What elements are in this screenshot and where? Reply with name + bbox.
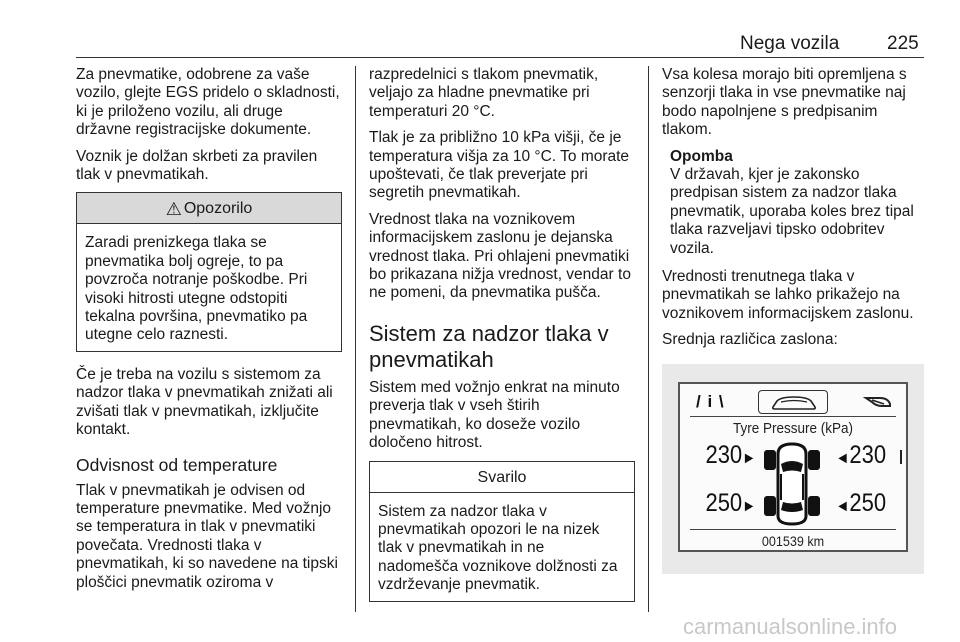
- front-right-pressure: [835, 440, 887, 469]
- tyre-pressure-display: [678, 382, 908, 552]
- paragraph: Vrednost tlaka na voznikovem informacijskem zaslonu je dejanska vrednost tlaka. Pri ohlajeni pnevmatiki bo prikazana nižja vrednost, vendar to ne pomeni, da pnevmatika pušča.: [369, 210, 631, 302]
- header-title: Nega vozila: [740, 33, 840, 54]
- odometer-readout: 001539 km: [761, 532, 825, 549]
- paragraph: Če je treba na vozilu s sistemom za nadzor tlaka v pnevmatikah znižati ali zvišati tlak v pnevmatikah, izključite kontakt.: [76, 365, 333, 439]
- alert-title: Svarilo: [370, 462, 634, 493]
- front-left-value: 230: [705, 440, 743, 469]
- warning-icon: ⚠: [165, 199, 182, 220]
- page-number: 225: [887, 33, 919, 54]
- rear-right-pressure: [835, 488, 887, 517]
- rear-left-value: 250: [705, 488, 743, 517]
- arrow-left-icon: ◄: [835, 497, 850, 515]
- arrow-left-icon: ◄: [835, 449, 850, 467]
- column-2: [369, 66, 635, 616]
- header-rule: [76, 57, 924, 58]
- display-tabs: [680, 390, 906, 418]
- paragraph: Srednja različica zaslona:: [662, 331, 838, 349]
- paragraph: Voznik je dolžan skrbeti za pravilen tlak v pnevmatikah.: [76, 147, 318, 184]
- paragraph: Sistem med vožnjo enkrat na minuto preverja tlak v vseh štirih pnevmatikah, ko doseže vozilo določeno hitrost.: [369, 378, 620, 452]
- wrench-icon: [862, 392, 894, 417]
- paragraph: Vrednosti trenutnega tlaka v pnevmatikah se lahko prikažejo na voznikovem informacijskem zaslonu.: [662, 268, 914, 322]
- column-3: [662, 66, 928, 574]
- note-block: [662, 148, 928, 258]
- display-illustration: [662, 364, 924, 574]
- warning-box: [76, 192, 342, 351]
- note-text: V državah, kjer je zakonsko predpisan sistem za nadzor tlaka pnevmatik, uporaba koles brez tipal tlaka razveljavi tipsko odobritev vozila.: [670, 166, 914, 257]
- arrow-right-icon: ►: [742, 449, 757, 467]
- paragraph: Vsa kolesa morajo biti opremljena s senzorji tlaka in vse pnevmatike naj bodo napolnjene s predpisanim tlakom.: [662, 66, 907, 139]
- column-divider-2: [648, 66, 649, 612]
- column-1: [76, 66, 342, 600]
- display-divider: [690, 416, 896, 417]
- paragraph: Tlak je za približno 10 kPa višji, če je temperatura višja za 10 °C. To morate upoštevati, če tlak preverjate pri segretih pnevmatikah.: [369, 129, 630, 202]
- note-title: Opomba: [670, 147, 733, 165]
- display-title: Tyre Pressure (kPa): [732, 419, 854, 437]
- road-info-icon: / i \: [696, 391, 725, 411]
- display-divider: [690, 529, 896, 530]
- warning-header: [77, 193, 341, 224]
- car-top-view-icon: [760, 442, 824, 531]
- front-left-pressure: [705, 440, 757, 469]
- alert-box: [369, 461, 635, 602]
- subheading: Odvisnost od temperature: [76, 454, 278, 475]
- warning-text: Zaradi prenizkega tlaka se pnevmatika bolj ogreje, to pa povzroča notranje poškodbe. Pri visoki hitrosti utegne odstopiti tekalna površina, pnevmatiko pa utegne celo raznesti.: [85, 234, 308, 344]
- paragraph: Za pnevmatike, odobrene za vaše vozilo, glejte EGS pridelo o skladnosti, ki je priloženo vozilu, ali druge državne registracijske dokumente.: [76, 66, 340, 139]
- paragraph: Tlak v pnevmatikah je odvisen od temperature pnevmatike. Med vožnjo se temperatura in tlak v pnevmatiki povečata. Vrednosti tlaka v pnevmatikah, ki so navedene na tipski ploščici pnevmatik oziroma v: [76, 481, 338, 591]
- watermark: carmanualsonline.info: [683, 614, 898, 639]
- display-scroll-indicator: [900, 450, 902, 464]
- rear-right-value: 250: [849, 488, 887, 517]
- warning-title: Opozorilo: [183, 200, 253, 218]
- section-heading: Sistem za nadzor tlaka v pnevmatikah: [369, 320, 609, 372]
- front-right-value: 230: [849, 440, 887, 469]
- column-divider-1: [355, 66, 356, 612]
- paragraph: razpredelnici s tlakom pnevmatik, veljajo za hladne pnevmatike pri temperaturi 20 °C.: [369, 66, 599, 120]
- arrow-right-icon: ►: [742, 497, 757, 515]
- car-icon: [758, 390, 828, 414]
- alert-text: Sistem za nadzor tlaka v pnevmatikah opozori le na nizek tlak v pnevmatikah in ne nadomešča voznikove dolžnosti za vzdrževanje pnevmatik.: [378, 502, 618, 594]
- rear-left-pressure: [705, 488, 757, 517]
